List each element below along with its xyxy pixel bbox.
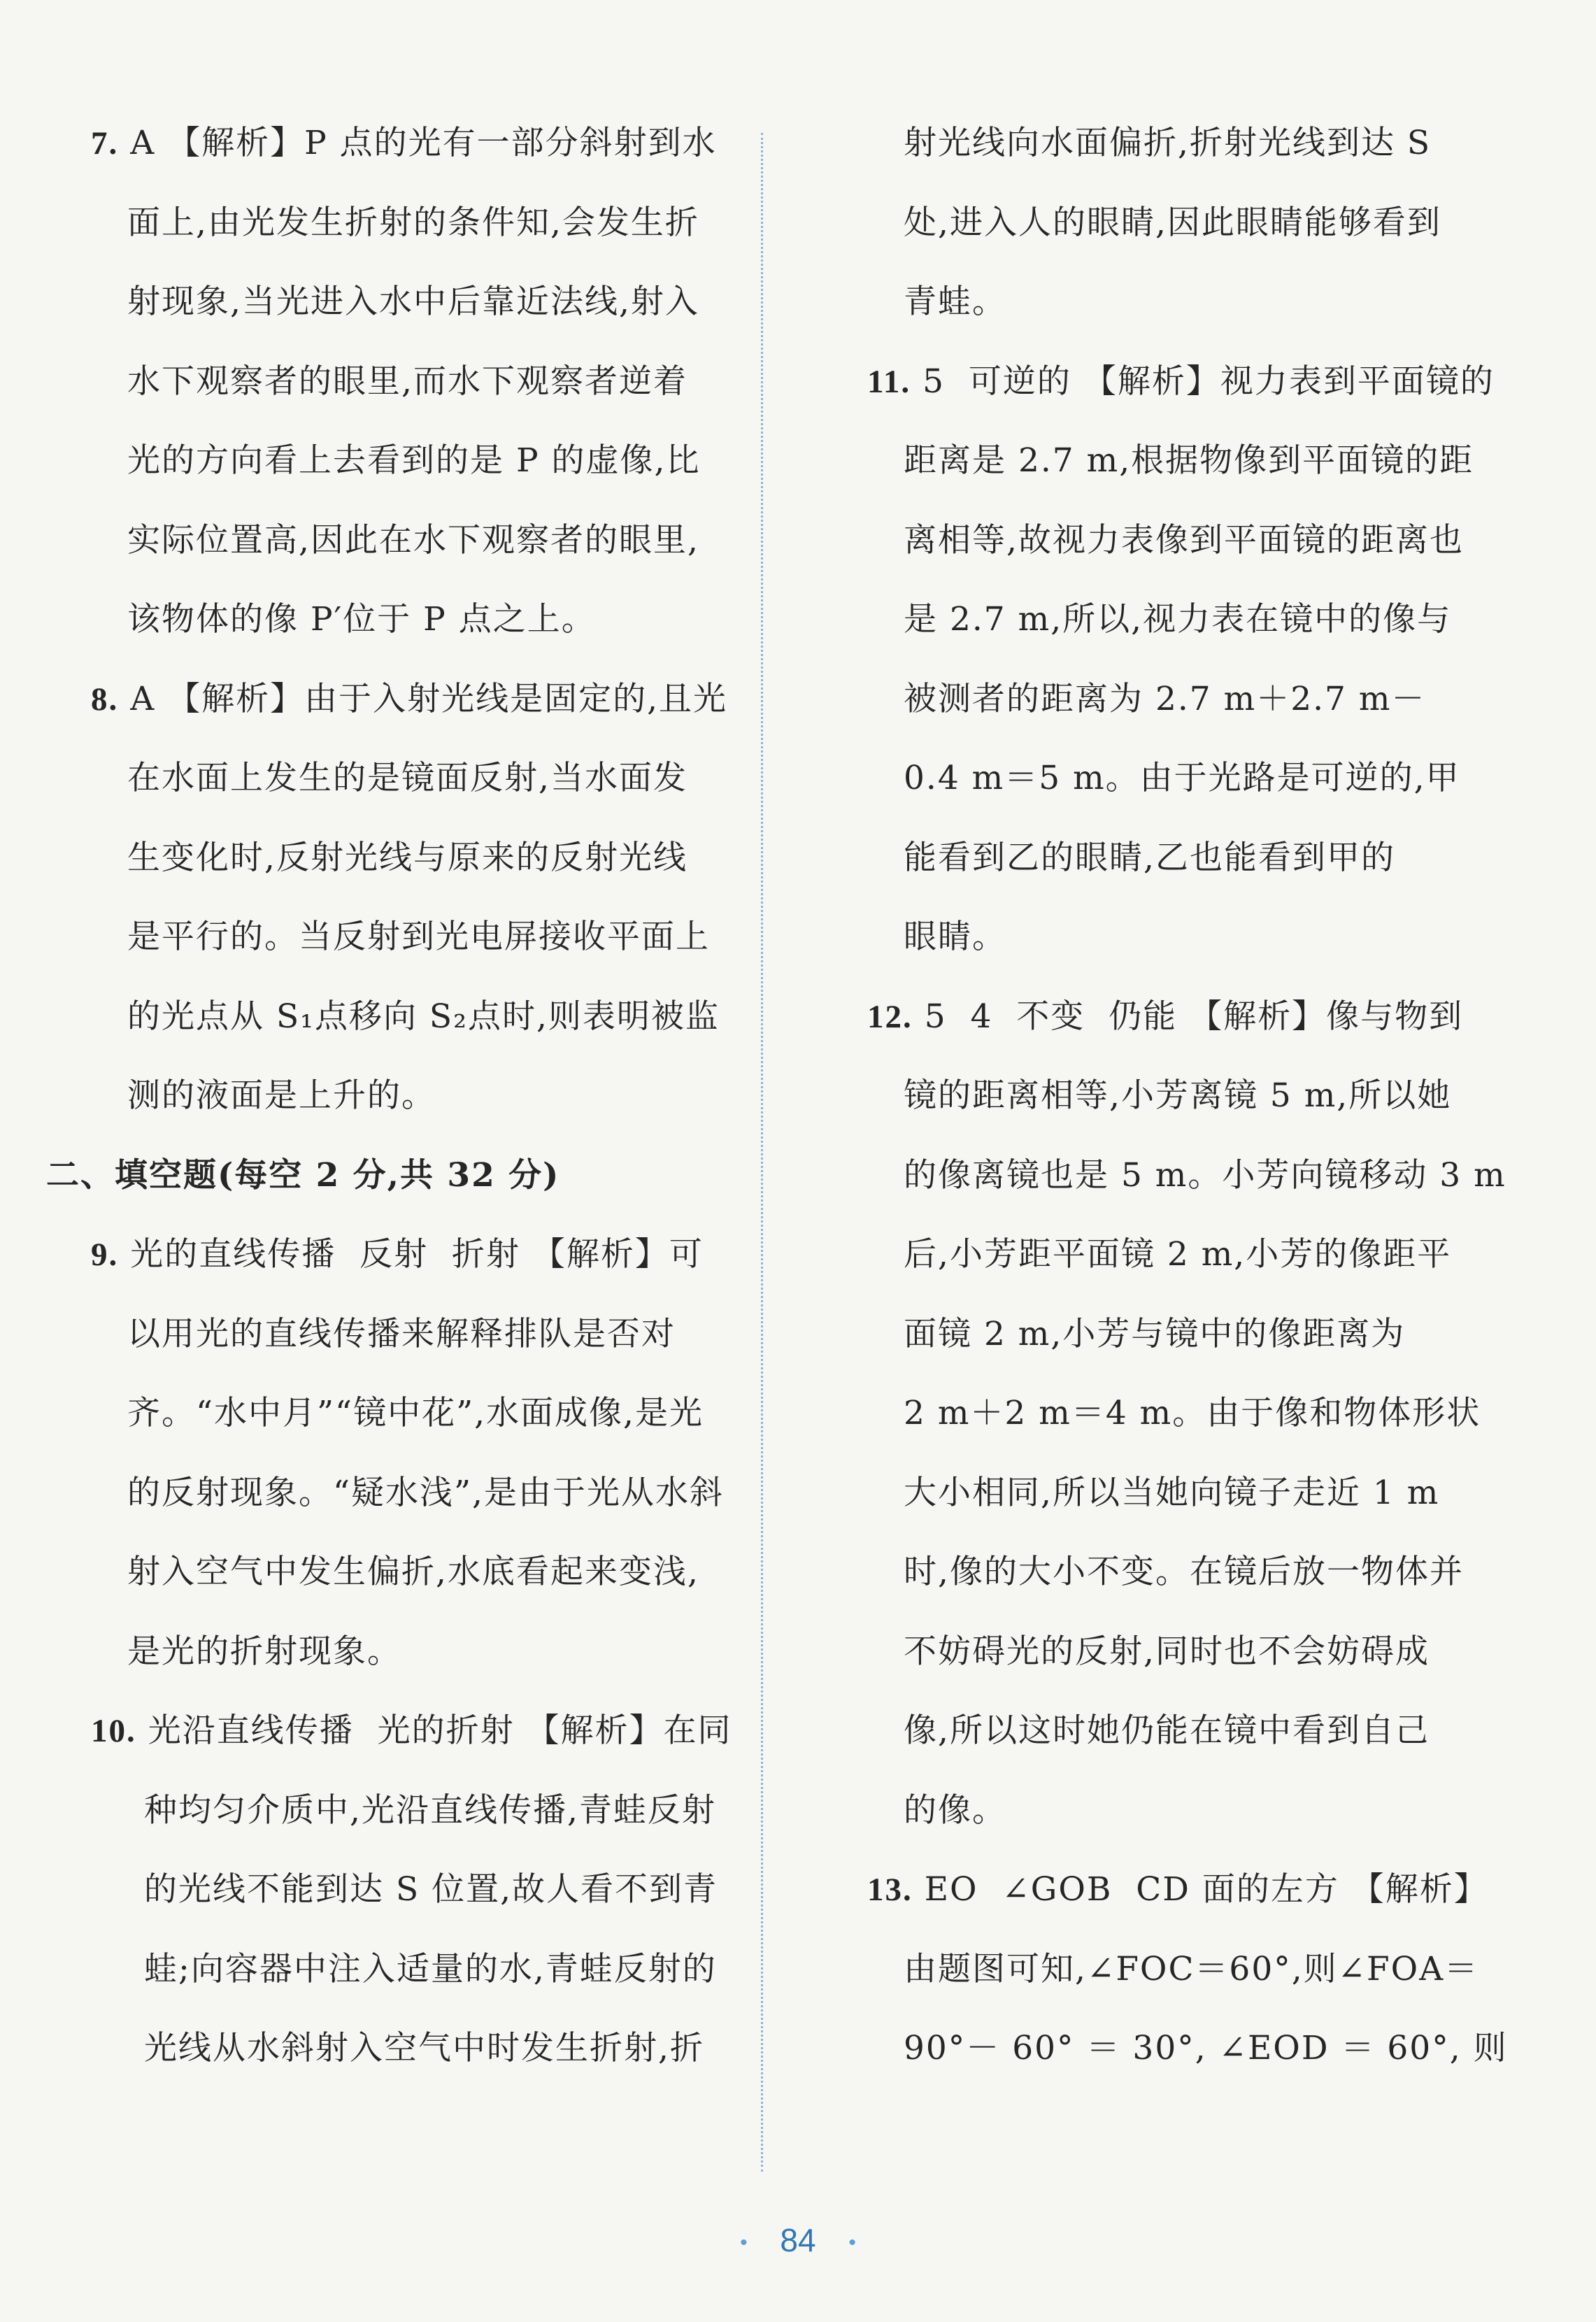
- line-text: 齐。“水中月”“镜中花”,水面成像,是光: [127, 1394, 704, 1432]
- text-line: [127, 513, 699, 569]
- line-text: 离相等,故视力表像到平面镜的距离也: [904, 520, 1464, 560]
- item-number: 9.: [91, 1237, 119, 1273]
- line-text: 不妨碍光的反射,同时也不会妨碍成: [904, 1632, 1430, 1671]
- text-line: [127, 1544, 699, 1600]
- line-text: 眼睛。: [904, 918, 1006, 956]
- line-text: 被测者的距离为 2.7 m＋2.7 m－: [904, 679, 1426, 718]
- line-text: 能看到乙的眼睛,乙也能看到甲的: [904, 838, 1395, 877]
- text-line: [904, 671, 1425, 727]
- line-text: 是 2.7 m,所以,视力表在镜中的像与: [904, 600, 1452, 639]
- line-text: 水下观察者的眼里,而水下观察者逆着: [127, 362, 687, 401]
- line-text: 光线从水斜射入空气中时发生折射,折: [144, 2029, 704, 2067]
- line-text: 面镜 2 m,小芳与镜中的像距离为: [904, 1314, 1406, 1353]
- line-text: 实际位置高,因此在水下观察者的眼里,: [127, 520, 699, 560]
- item-number: 12.: [867, 998, 913, 1035]
- line-text: 以用光的直线传播来解释排队是否对: [127, 1314, 676, 1353]
- footer-dot-right: •: [848, 2230, 856, 2254]
- line-text: 蛙;向容器中注入适量的水,青蛙反射的: [144, 1949, 717, 1988]
- line-text: 面上,由光发生折射的条件知,会发生折: [127, 203, 699, 242]
- text-line: [144, 1942, 717, 1997]
- text-line: [144, 1862, 718, 1918]
- text-line: [904, 115, 1431, 171]
- text-line: [127, 274, 699, 330]
- text-line: [904, 1465, 1439, 1521]
- text-line: [127, 750, 687, 806]
- line-text: 镜的距离相等,小芳离镜 5 m,所以她: [904, 1076, 1452, 1115]
- text-line: [904, 195, 1441, 251]
- line-text: 射光线向水面偏折,折射光线到达 S: [904, 124, 1432, 162]
- line-text: 的光线不能到达 S 位置,故人看不到青: [144, 1870, 718, 1909]
- line-text: 射入空气中发生偏折,水底看起来变浅,: [127, 1553, 699, 1591]
- line-text: 的像。: [904, 1790, 1006, 1830]
- text-line: [904, 592, 1451, 648]
- text-line: [127, 989, 720, 1045]
- line-text: 在水面上发生的是镜面反射,当水面发: [127, 759, 687, 797]
- line-text: 2 m＋2 m＝4 m。由于像和物体形状: [904, 1394, 1481, 1432]
- line-text: 的反射现象。“疑水浅”,是由于光从水斜: [127, 1473, 724, 1512]
- line-text: 是平行的。当反射到光电屏接收平面上: [127, 918, 710, 956]
- text-line: [127, 1624, 401, 1680]
- section-heading: [46, 1148, 560, 1204]
- line-text: 光的方向看上去看到的是 P 的虚像,比: [127, 441, 701, 480]
- line-text: 5 4 不变 仍能 【解析】像与物到: [912, 997, 1464, 1036]
- answer-item-start-line: [91, 115, 717, 171]
- item-number: 10.: [91, 1713, 136, 1749]
- line-text: A 【解析】P 点的光有一部分斜射到水: [118, 124, 717, 162]
- line-text: 是光的折射现象。: [127, 1632, 401, 1671]
- line-text: 光沿直线传播 光的折射 【解析】在同: [136, 1711, 732, 1750]
- text-line: [904, 1306, 1405, 1362]
- text-line: [904, 1942, 1479, 1997]
- line-text: A 【解析】由于入射光线是固定的,且光: [118, 679, 728, 718]
- text-line: [127, 1068, 436, 1124]
- footer-dot-left: •: [740, 2230, 748, 2254]
- line-text: 时,像的大小不变。在镜后放一物体并: [904, 1553, 1464, 1591]
- text-line: [144, 1783, 716, 1839]
- answer-item-start-line: [867, 989, 1463, 1045]
- text-line: [127, 1465, 724, 1521]
- text-line: [127, 195, 699, 251]
- line-text: 后,小芳距平面镜 2 m,小芳的像距平: [904, 1235, 1452, 1274]
- text-line: [127, 592, 596, 648]
- line-text: 90°－ 60° ＝ 30°, ∠EOD ＝ 60°, 则: [904, 2029, 1508, 2067]
- column-divider: [761, 133, 763, 2172]
- text-line: [127, 909, 710, 965]
- line-text: 0.4 m＝5 m。由于光路是可逆的,甲: [904, 759, 1460, 797]
- text-line: [904, 1227, 1451, 1283]
- text-line: [127, 1386, 704, 1441]
- text-line: [904, 1703, 1430, 1759]
- line-text: 射现象,当光进入水中后靠近法线,射入: [127, 283, 699, 321]
- text-line: [127, 830, 687, 886]
- text-line: [127, 354, 687, 410]
- text-line: [904, 513, 1464, 569]
- text-line: [904, 1386, 1481, 1441]
- text-line: [904, 1544, 1464, 1600]
- text-line: [904, 2021, 1508, 2077]
- text-line: [904, 433, 1474, 489]
- text-line: [904, 1624, 1430, 1680]
- line-text: 由题图可知,∠FOC＝60°,则∠FOA＝: [904, 1949, 1479, 1988]
- answer-item-start-line: [91, 1227, 704, 1283]
- line-text: 生变化时,反射光线与原来的反射光线: [127, 838, 687, 877]
- item-number: 11.: [867, 363, 911, 400]
- line-text: 处,进入人的眼睛,因此眼睛能够看到: [904, 203, 1441, 242]
- answer-item-start-line: [867, 354, 1495, 410]
- answer-item-start-line: [91, 1703, 732, 1759]
- text-line: [904, 1068, 1451, 1124]
- answer-item-start-line: [91, 671, 727, 727]
- item-number: 7.: [91, 125, 119, 162]
- line-text: 的像离镜也是 5 m。小芳向镜移动 3 m: [904, 1155, 1506, 1195]
- line-text: 光的直线传播 反射 折射 【解析】可: [118, 1235, 704, 1274]
- item-number: 13.: [867, 1872, 913, 1908]
- line-text: 的光点从 S₁点移向 S₂点时,则表明被监: [127, 997, 720, 1036]
- text-line: [904, 274, 1006, 330]
- text-line: [904, 750, 1460, 806]
- line-text: 该物体的像 P′位于 P 点之上。: [127, 600, 596, 639]
- line-text: 像,所以这时她仍能在镜中看到自己: [904, 1711, 1430, 1750]
- item-number: 8.: [91, 681, 119, 718]
- line-text: EO ∠GOB CD 面的左方 【解析】: [912, 1870, 1488, 1909]
- text-line: [904, 909, 1006, 965]
- line-text: 青蛙。: [904, 283, 1006, 321]
- line-text: 二、填空题(每空 2 分,共 32 分): [46, 1155, 560, 1195]
- line-text: 距离是 2.7 m,根据物像到平面镜的距: [904, 441, 1474, 480]
- text-line: [904, 1783, 1006, 1839]
- answer-item-start-line: [867, 1862, 1488, 1918]
- line-text: 种均匀介质中,光沿直线传播,青蛙反射: [144, 1790, 716, 1830]
- line-text: 5 可逆的 【解析】视力表到平面镜的: [911, 362, 1495, 401]
- text-line: [127, 433, 700, 489]
- text-line: [904, 1148, 1506, 1204]
- line-text: 测的液面是上升的。: [127, 1076, 436, 1115]
- line-text: 大小相同,所以当她向镜子走近 1 m: [904, 1473, 1440, 1512]
- text-line: [144, 2021, 704, 2077]
- text-line: [904, 830, 1395, 886]
- page-number: 84: [780, 2222, 816, 2258]
- text-line: [127, 1306, 676, 1362]
- page-number-footer: [0, 2216, 1596, 2265]
